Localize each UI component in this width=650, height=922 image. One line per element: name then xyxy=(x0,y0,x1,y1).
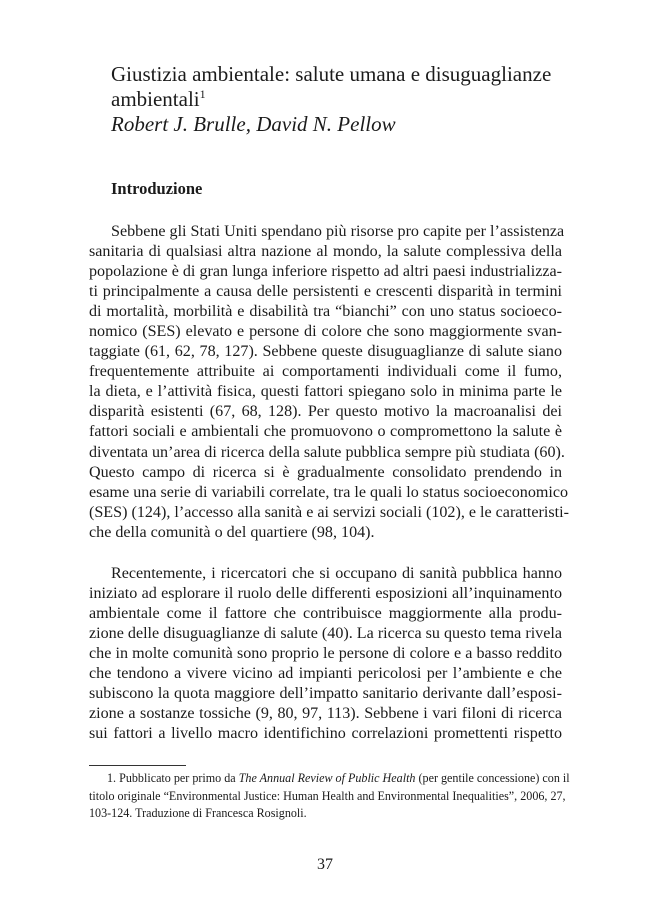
text-line: (SES) (124), l’accesso alla sanità e ai servizi sociali (102), e le caratteristi- xyxy=(89,503,569,521)
text-line: iniziato ad esplorare il ruolo delle differenti esposizioni all’inquinamento xyxy=(89,585,562,603)
text-line: esame una serie di variabili correlate, tra le quali lo status socioeconomico xyxy=(89,483,569,501)
text-line: nomico (SES) elevato e persone di colore che sono maggiormente svan- xyxy=(89,323,562,341)
article-authors: Robert J. Brulle, David N. Pellow xyxy=(111,112,396,136)
text-line: subiscono la quota maggiore dell’impatto sanitario derivante dall’esposi- xyxy=(89,685,562,703)
footnote-line-1 xyxy=(89,770,570,788)
footnote xyxy=(89,770,570,823)
text-line: Questo campo di ricerca si è gradualmente consolidato prendendo in xyxy=(89,463,562,481)
paragraph-2 xyxy=(89,564,562,744)
footnote-reference: 1 xyxy=(199,87,206,101)
text-line: diventata un’area di ricerca della salute pubblica sempre più studiata (60). xyxy=(89,443,565,461)
footnote-line-2: titolo originale “Environmental Justice: Human Health and Environmental Inequalities”, 2006, 27, xyxy=(89,788,566,803)
text-line: Recentemente, i ricercatori che si occupano di sanità pubblica hanno xyxy=(111,565,562,582)
text-line: fattori sociali e ambientali che promuovono o compromettono la salute è xyxy=(89,423,562,441)
article-title-text: ambientali xyxy=(111,87,200,111)
text-line: popolazione è di gran lunga inferiore rispetto ad altri paesi industrializza- xyxy=(89,263,562,281)
text-line: la dieta, e l’attività fisica, questi fattori spiegano solo in minima parte le xyxy=(89,383,562,401)
text-line: zione delle disuguaglianze di salute (40). La ricerca su questo tema rivela xyxy=(89,625,562,643)
article-title-line-1: Giustizia ambientale: salute umana e disuguaglianze xyxy=(111,62,552,86)
text-line: zione a sostanze tossiche (9, 80, 97, 113). Sebbene i vari filoni di ricerca xyxy=(89,705,562,723)
text-line: disparità esistenti (67, 68, 128). Per questo motivo la macroanalisi dei xyxy=(89,403,562,421)
article-header xyxy=(111,62,581,137)
text-line: di mortalità, morbilità e disabilità tra “bianchi” con uno status socioeco- xyxy=(89,303,562,321)
footnote-number: 1. xyxy=(107,771,117,785)
paragraph-1 xyxy=(89,222,569,543)
section-heading: Introduzione xyxy=(111,179,203,198)
text-line: che della comunità o del quartiere (98, 104). xyxy=(89,523,375,541)
footnote-text: (per gentile concessione) con il xyxy=(415,771,570,785)
text-line: sui fattori a livello macro identifichino correlazioni promettenti rispetto xyxy=(89,725,562,743)
footnote-divider xyxy=(89,765,186,766)
text-line: taggiate (61, 62, 78, 127). Sebbene queste disuguaglianze di salute siano xyxy=(89,343,562,361)
footnote-line-3: 103-124. Traduzione di Francesca Rosignoli. xyxy=(89,806,307,820)
text-line: che tendono a vivere vicino ad impianti pericolosi per l’ambiente e che xyxy=(89,665,562,683)
text-line: ti principalmente a causa delle persistenti e crescenti disparità in termini xyxy=(89,283,562,301)
page-number: 37 xyxy=(317,856,333,873)
footnote-journal-title: The Annual Review of Public Health xyxy=(238,771,416,785)
article-title-line-2 xyxy=(111,87,581,112)
text-line: che in molte comunità sono proprio le persone di colore e a basso reddito xyxy=(89,645,562,663)
text-line: sanitaria di qualsiasi altra nazione al mondo, la salute complessiva della xyxy=(89,243,562,261)
text-line: Sebbene gli Stati Uniti spendano più risorse pro capite per l’assistenza xyxy=(111,223,565,240)
footnote-text: Pubblicato per primo da xyxy=(119,771,239,785)
text-line: ambientale come il fattore che contribuisce maggiormente alla produ- xyxy=(89,605,562,623)
text-line: frequentemente attribuite ai comportamenti individuali come il fumo, xyxy=(89,363,562,381)
